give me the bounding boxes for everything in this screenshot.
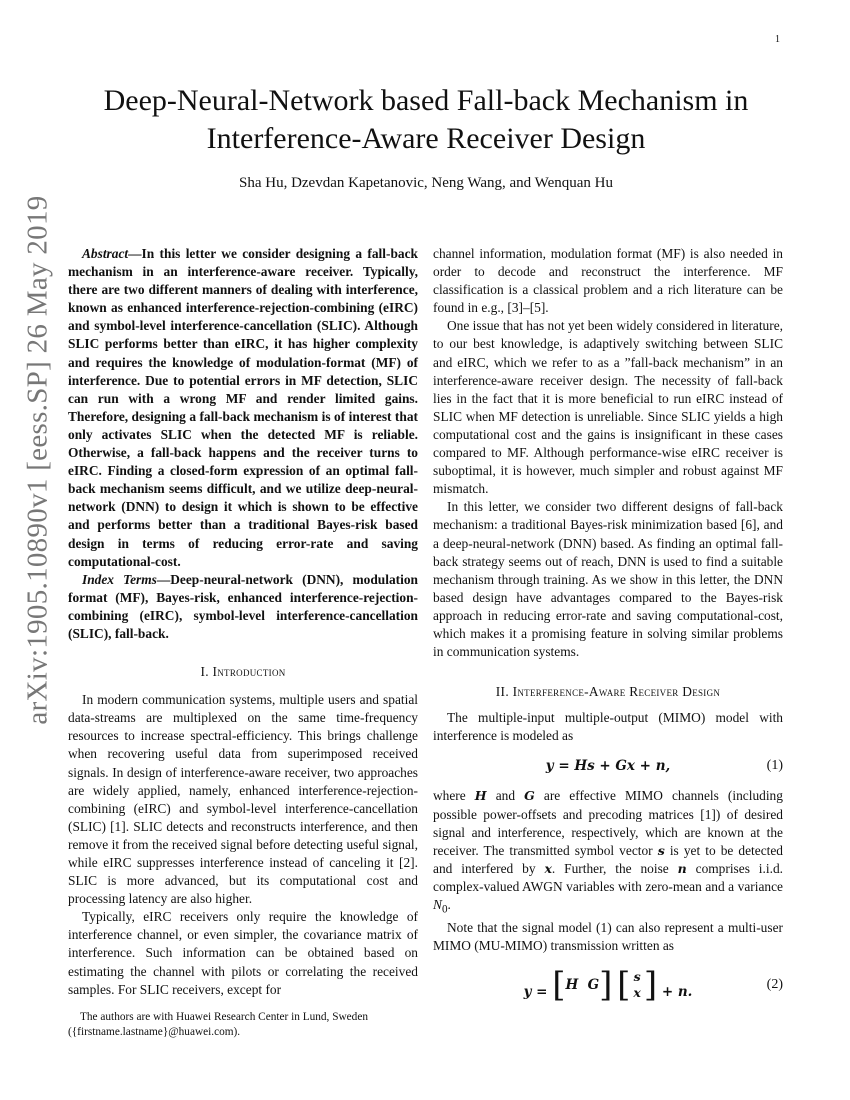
equation-2-body [523,964,693,1005]
equation-1 [433,753,783,779]
text-span: . Further, the noise [551,860,669,876]
right-column [433,245,783,1015]
math-subscript: 0 [441,903,448,916]
math-symbol: x [544,860,552,876]
index-terms-lead: Index Terms [82,571,157,587]
text-span: comprises i.i.d. complex-valued AWGN variables with zero-mean and a variance [433,860,783,894]
equation-1-body: y = Hs + Gx + n, [545,758,671,775]
stacked-vector [617,964,658,1005]
vector-entry: x [633,984,641,1000]
intro-paragraph-3: channel information, modulation format (MF) is also needed in order to decode and reconstruct the interference. MF classification is a classical problem and a rich literature can be found in e.g., [3]–[5]. [433,246,783,316]
right-bracket: ] [599,964,613,1005]
left-bracket: [ [617,964,631,1005]
text-span: and [495,788,516,804]
math-symbol: N [433,897,442,912]
block-matrix [552,964,613,1005]
vector-entries [633,969,640,1001]
abstract-text: —In this letter we consider designing a fall-back mechanism in an interference-aware receiver. Typically, there are two different manners of dealing with interference, known as enhanced interference-rejection-combining (eIRC) and symbol-level interference-cancellation (SLIC). Although SLIC performs better than eIRC, it has higher complexity and requires the knowledge of modulation-format (MF) of interference. Due to potential errors in MF detection, SLIC can run with a wrong MF and render limited gains. Therefore, designing a fall-back mechanism is of interest that only activates SLIC when the detected MF is reliable. Otherwise, a fall-back happens and the receiver turns to eIRC. Finding a closed-form expression of an optimal fall-back mechanism seems difficult, and we utilize deep-neural-network (DNN) to design it which is shown to be effective and performs better than a traditional Bayes-risk based design in terms of reducing error-rate and saving computational-cost. [68,246,418,569]
math-symbol: G [524,788,535,804]
vector-entry: s [633,968,641,984]
page-number: 1 [775,34,780,45]
text-span: is yet to be detected and interfered by [433,842,783,876]
abstract [68,245,418,571]
arxiv-side-stamp: arXiv:1905.10890v1 [eess.SP] 26 May 2019 [21,195,54,725]
left-bracket: [ [552,964,566,1005]
model-paragraph-2 [433,787,783,918]
intro-paragraph-2: Typically, eIRC receivers only require the knowledge of interference channel, or even simpler, the covariance matrix of interference. Such information can be obtained based on estimating the channel with pilots or correlating the received samples. For SLIC receivers, except for [68,909,418,997]
index-terms [68,571,418,643]
math-symbol: H [474,788,487,804]
text-span: . [447,897,451,912]
author-list: Sha Hu, Dzevdan Kapetanovic, Neng Wang, and Wenquan Hu [238,175,613,191]
text-span: are effective MIMO channels (including possible power-offsets and precoding matrices [1]) of desired signal and interference, respectively, which are known at the receiver. The transmitted symbol vector [433,788,783,858]
matrix-entry: G [587,976,600,993]
model-paragraph-3: Note that the signal model (1) can also represent a multi-user MIMO (MU-MIMO) transmission written as [433,919,783,953]
intro-paragraph-1: In modern communication systems, multiple users and spatial data-streams are multiplexed on the same time-frequency resources to increase spectral-efficiency. This brings challenge when recovering useful data from superimposed received signals. In design of interference-aware receiver, two approaches are widely applied, namely, enhanced interference-rejection-combining (eIRC) and symbol-level interference-cancellation (SLIC) [1]. SLIC detects and reconstructs interference, and then remove it from the received signal before detecting useful signal, while eIRC suppresses interference instead of canceling it [2]. SLIC is more advanced, but its computational cost and processing latency are also higher. [68,692,418,907]
math-symbol: s [657,842,665,858]
equation-2-rhs: + n. [661,983,693,1000]
section-heading-introduction: I. Introduction [200,664,286,680]
model-paragraph-1: The multiple-input multiple-output (MIMO) model with interference is modeled as [433,710,783,744]
intro-paragraph-5: In this letter, we consider two different designs of fall-back mechanism: a traditional Bayes-risk minimization based [6], and a deep-neural-network (DNN) based. As finding an optimal fall-back strategy seems out of reach, DNN is used to find a suitable mechanism through training. As we show in this letter, the DNN based design have advantages compared to the Bayes-risk approach in reducing error-rate and saving computational-cost, which makes it a promising feature in solving similar problems in communication systems. [433,499,783,660]
abstract-lead: Abstract [82,246,129,261]
text-span: where [433,788,466,804]
matrix-entry: H [565,976,579,993]
right-bracket: ] [643,964,658,1005]
intro-paragraph-4: One issue that has not yet been widely considered in literature, to our best knowledge, is adaptively switching between SLIC and eIRC, which we refer to as a ”fall-back mechanism” in an interference-aware receiver design. The necessity of fall-back lies in the fact that it is more beneficial to run eIRC instead of SLIC when MF detection is unreliable. Since SLIC yields a high computational cost and the gains is insignificant in these cases compared to MF. Although performance-wise eIRC receiver is suboptimal, it is however, much simpler and robust against MF mismatch. [433,318,783,497]
index-terms-text: —Deep-neural-network (DNN), modulation format (MF), Bayes-risk, enhanced interference-rejection-combining (eIRC), symbol-level interference-cancellation (SLIC), fall-back. [68,571,418,641]
left-column [68,245,418,999]
section-heading-receiver-design: II. Interference-Aware Receiver Design [495,684,721,700]
author-footnote: The authors are with Huawei Research Center in Lund, Sweden ({firstname.lastname}@huawei.com). [68,1011,368,1038]
equation-2 [433,963,783,1007]
equation-2-number: (2) [766,976,783,992]
equation-1-number: (1) [766,758,783,774]
paper-title: Deep-Neural-Network based Fall-back Mechanism in Interference-Aware Receiver Design [103,84,749,155]
equation-2-lhs: y = [523,983,553,1000]
math-symbol: n [677,860,687,876]
